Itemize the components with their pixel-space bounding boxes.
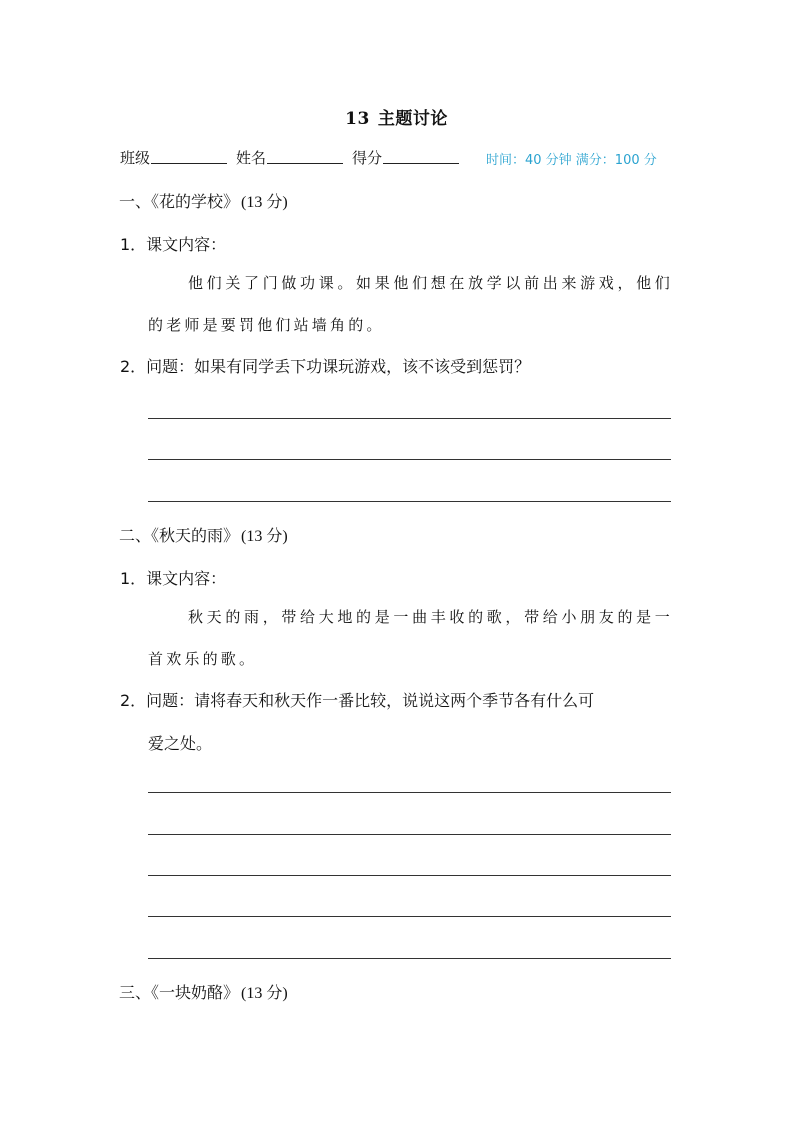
name-blank[interactable] — [267, 162, 343, 164]
answer-line[interactable] — [148, 459, 671, 460]
section-3-heading — [119, 980, 288, 1003]
class-blank[interactable] — [151, 162, 227, 164]
score-label: 得分 — [352, 149, 383, 167]
answer-line[interactable] — [148, 418, 671, 419]
lesson-title: 主题讨论 — [377, 109, 448, 129]
section-2-question — [120, 679, 680, 765]
question-text: 2．问题：如果有同学丢下功课玩游戏，该不该受到惩罚？ — [120, 357, 531, 376]
section-1-heading — [119, 189, 288, 212]
section-score: (13 分) — [241, 985, 288, 1002]
answer-line[interactable] — [148, 501, 671, 502]
name-label: 姓名 — [236, 149, 267, 167]
lesson-number: 13 — [345, 109, 370, 129]
section-heading-text: 二、《秋天的雨》 — [119, 526, 240, 545]
class-label: 班级 — [120, 149, 151, 167]
answer-line[interactable] — [148, 875, 671, 876]
class-field — [120, 147, 227, 168]
score-field — [352, 147, 459, 168]
question-text: 2．问题：请将春天和秋天作一番比较，说说这两个季节各有什么可 — [120, 691, 595, 710]
section-2-q1-label: 1．课文内容： — [120, 569, 227, 588]
answer-line[interactable] — [148, 958, 671, 959]
answer-line[interactable] — [148, 792, 671, 793]
section-heading-text: 三、《一块奶酪》 — [119, 983, 240, 1002]
exam-meta: 时间：40 分钟 满分：100 分 — [486, 153, 657, 168]
answer-line[interactable] — [148, 916, 671, 917]
score-blank[interactable] — [383, 162, 459, 164]
section-score: (13 分) — [241, 194, 288, 211]
section-score: (13 分) — [241, 528, 288, 545]
section-1-question — [120, 345, 680, 388]
question-text-continued: 爱之处。 — [148, 734, 213, 753]
section-2-heading — [119, 523, 288, 546]
section-2-passage: 秋天的雨，带给大地的是一曲丰收的歌，带给小朋友的是一首欢乐的歌。 — [148, 608, 673, 668]
name-field — [236, 147, 343, 168]
page-title — [0, 104, 793, 129]
section-1-passage: 他们关了门做功课。如果他们想在放学以前出来游戏，他们的老师是要罚他们站墙角的。 — [148, 274, 673, 334]
student-info-row — [120, 147, 468, 168]
answer-line[interactable] — [148, 834, 671, 835]
section-1-q1-label: 1．课文内容： — [120, 235, 227, 254]
section-heading-text: 一、《花的学校》 — [119, 192, 240, 211]
